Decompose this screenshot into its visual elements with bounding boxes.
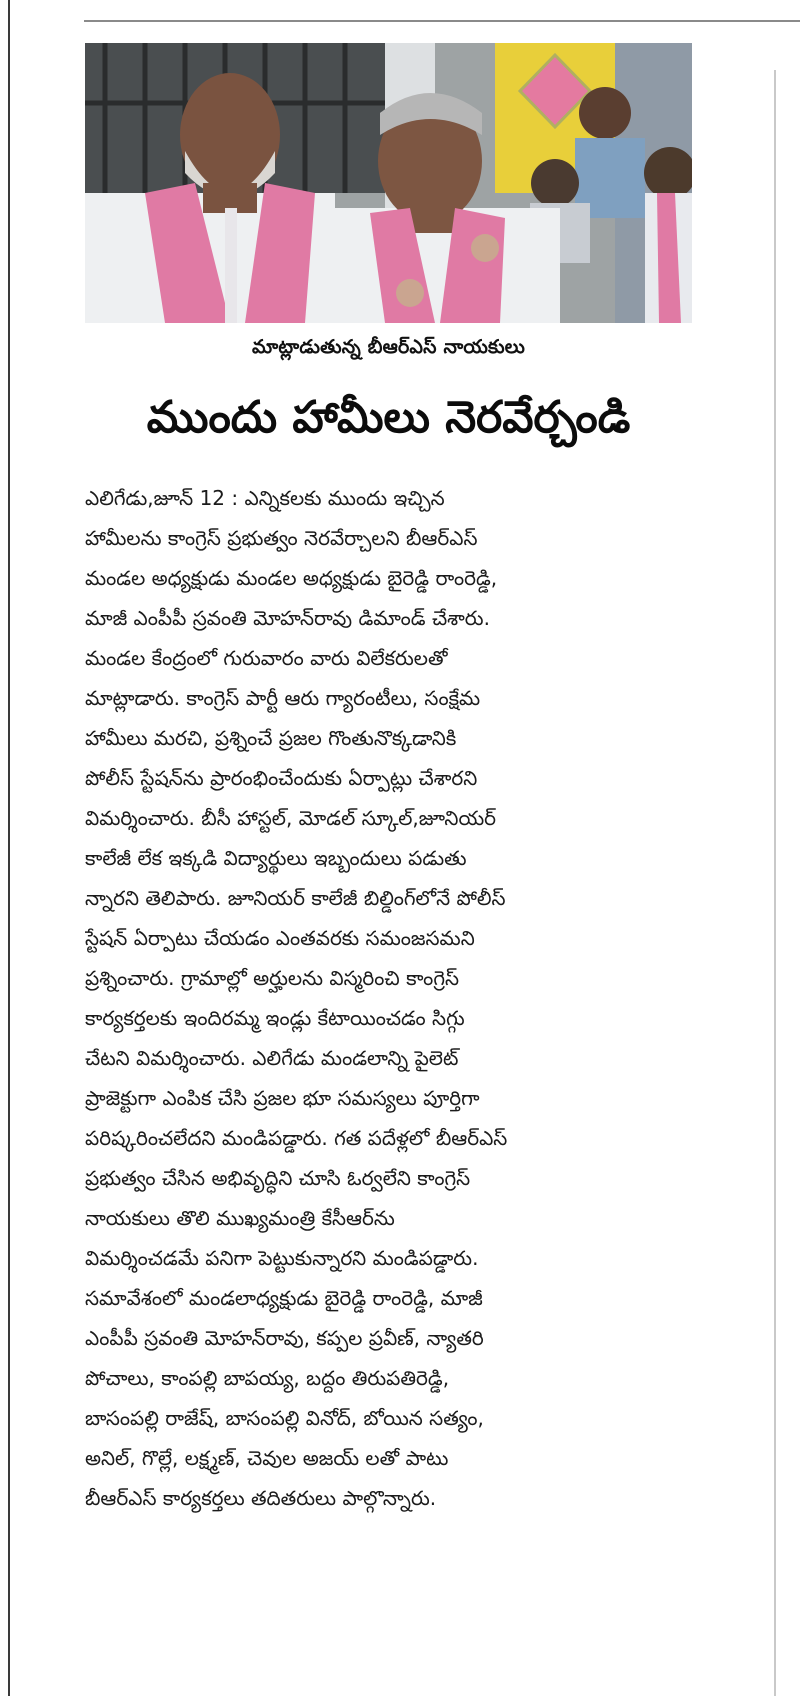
body-line: పోచాలు, కాంపల్లి బాపయ్య, బద్దం తిరుపతిరెడ్డి, xyxy=(85,1366,450,1390)
top-rule xyxy=(84,20,800,22)
body-line: న్నారని తెలిపారు. జూనియర్ కాలేజీ బిల్డింగ్‌లోనే పోలీస్ xyxy=(85,886,506,910)
body-line: కార్యకర్తలకు ఇందిరమ్మ ఇండ్లు కేటాయించడం సిగ్గు xyxy=(85,1006,465,1030)
body-line: మాజీ ఎంపీపీ స్రవంతి మోహన్‌రావు డిమాండ్ చేశారు. xyxy=(85,606,490,630)
news-photo xyxy=(85,43,692,323)
body-line: ప్రభుత్వం చేసిన అభివృద్ధిని చూసి ఓర్వలేని కాంగ్రెస్ xyxy=(85,1166,471,1190)
body-line: విమర్శించడమే పనిగా పెట్టుకున్నారని మండిపడ్డారు. xyxy=(85,1246,479,1270)
headline: ముందు హామీలు నెరవేర్చండి xyxy=(146,392,631,443)
body-line: మాట్లాడారు. కాంగ్రెస్ పార్టీ ఆరు గ్యారంటీలు, సంక్షేమ xyxy=(85,686,481,710)
left-column-rule xyxy=(8,0,10,1696)
body-line: బీఆర్ఎస్ కార్యకర్తలు తదితరులు పాల్గొన్నారు. xyxy=(85,1486,437,1510)
body-line: సమావేశంలో మండలాధ్యక్షుడు బైరెడ్డి రాంరెడ్డి, మాజీ xyxy=(85,1286,483,1310)
body-line: హామీలు మరచి, ప్రశ్నించే ప్రజల గొంతునొక్కడానికి xyxy=(85,726,457,750)
body-line: పోలీస్ స్టేషన్‌ను ప్రారంభించేందుకు ఏర్పాట్లు చేశారని xyxy=(85,766,478,790)
body-line: అనిల్, గొల్లే, లక్ష్మణ్, చెవుల అజయ్ లతో పాటు xyxy=(85,1446,449,1470)
article-body xyxy=(85,478,697,1518)
body-line: పరిష్కరించలేదని మండిపడ్డారు. గత పదేళ్లలో బీఆర్ఎస్ xyxy=(85,1126,508,1150)
right-column-rule xyxy=(774,70,776,1696)
photo-caption: మాట్లాడుతున్న బీఆర్ఎస్ నాయకులు xyxy=(251,336,525,358)
body-line: నాయకులు తొలి ముఖ్యమంత్రి కేసీఆర్‌ను xyxy=(85,1206,395,1230)
body-line: ఎలిగేడు,జూన్ 12 : ఎన్నికలకు ముందు ఇచ్చిన xyxy=(85,486,445,510)
body-line: కాలేజీ లేక ఇక్కడి విద్యార్థులు ఇబ్బందులు పడుతు xyxy=(85,846,467,870)
body-line: స్టేషన్ ఏర్పాటు చేయడం ఎంతవరకు సమంజసమని xyxy=(85,926,475,950)
body-line: మండల కేంద్రంలో గురువారం వారు విలేకరులతో xyxy=(85,646,448,670)
body-line: హామీలను కాంగ్రెస్ ప్రభుత్వం నెరవేర్చాలని బీఆర్ఎస్ xyxy=(85,526,478,550)
body-line: బాసంపల్లి రాజేష్, బాసంపల్లి వినోద్, బోయిన సత్యం, xyxy=(85,1406,484,1430)
body-line: విమర్శించారు. బీసీ హాస్టల్, మోడల్ స్కూల్,జూనియర్ xyxy=(85,806,497,830)
body-line: ప్రాజెక్టుగా ఎంపిక చేసి ప్రజల భూ సమస్యలు పూర్తిగా xyxy=(85,1086,480,1110)
body-line: ఎంపీపీ స్రవంతి మోహన్‌రావు, కప్పల ప్రవీణ్, న్యాతరి xyxy=(85,1326,484,1350)
body-line: చేటని విమర్శించారు. ఎలిగేడు మండలాన్ని పైలెట్ xyxy=(85,1046,459,1070)
body-line: మండల అధ్యక్షుడు మండల అధ్యక్షుడు బైరెడ్డి రాంరెడ్డి, xyxy=(85,566,498,590)
body-line: ప్రశ్నించారు. గ్రామాల్లో అర్హులను విస్మరించి కాంగ్రెస్ xyxy=(85,966,460,990)
